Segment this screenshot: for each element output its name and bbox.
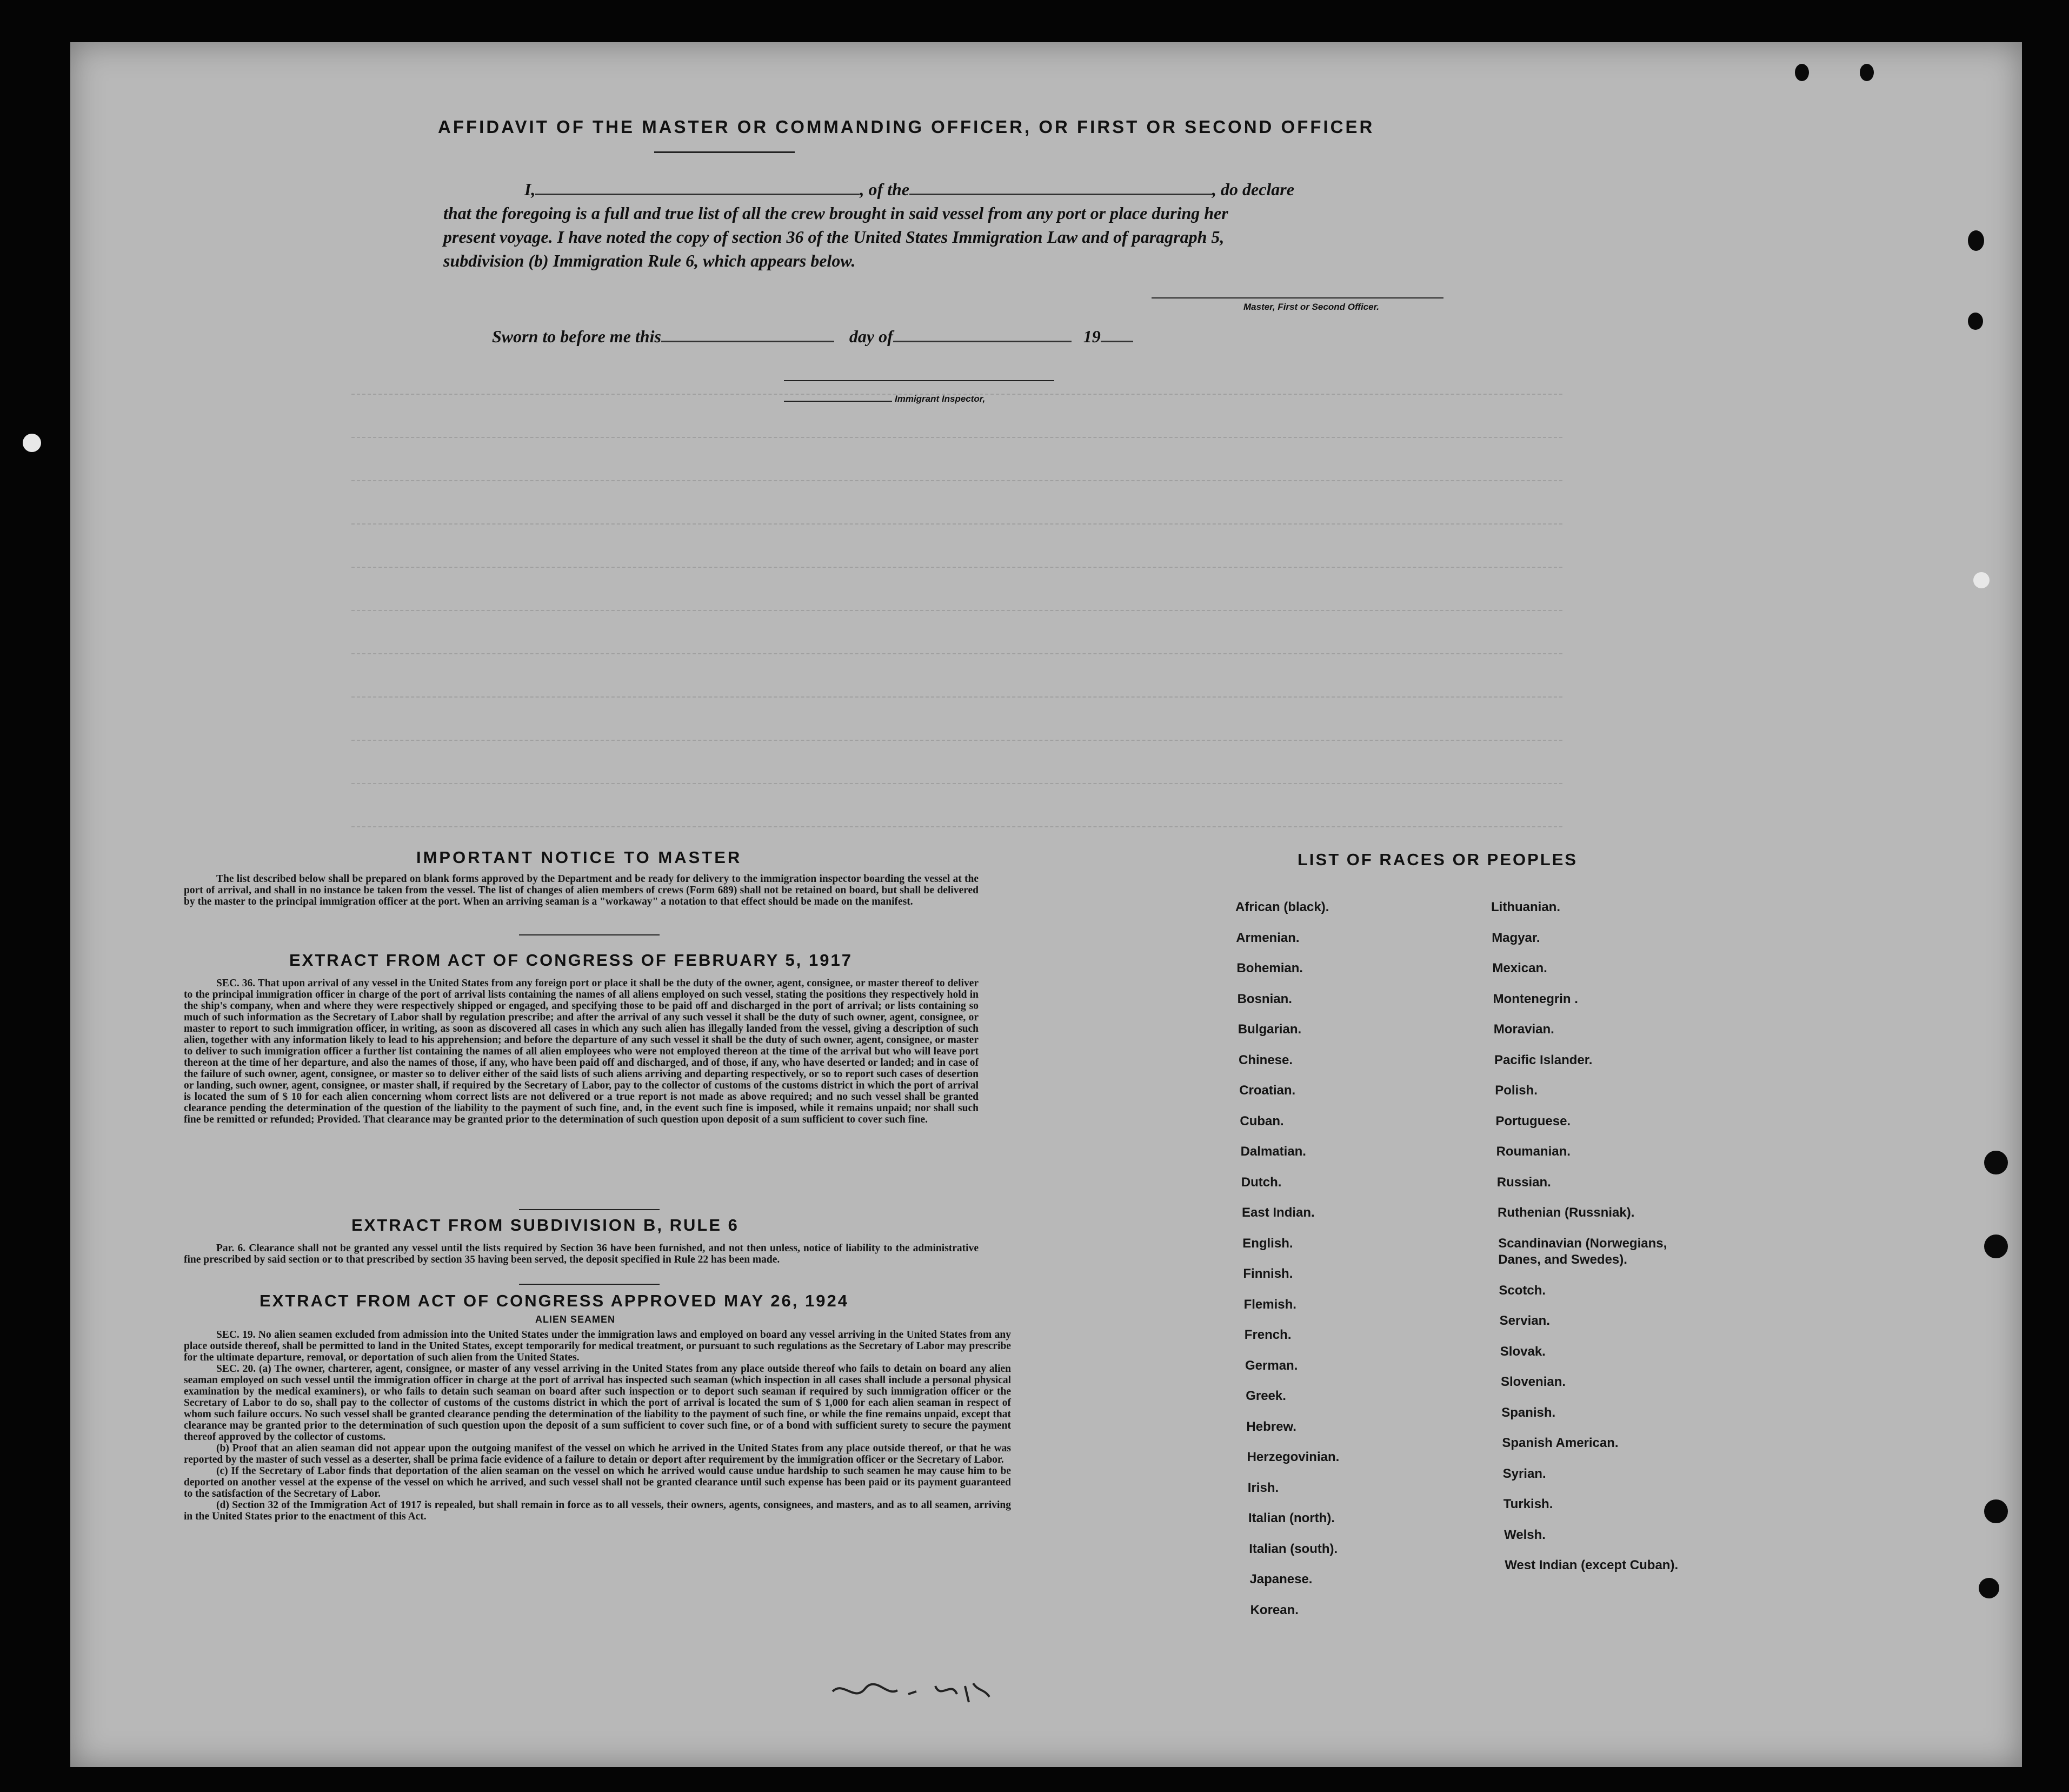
punch-hole [1973,572,1990,588]
sec20b-text: (b) Proof that an alien seaman did not appear upon the outgoing manifest of the vessel on which he arrived in the United States from any place outside thereof, or that he was reported by the master of such vessel as a deserter, shall be prima facie evidence of a failure to detain or deport after requirement by the immigration officer or the Secretary of Labor. [184,1443,1011,1465]
punch-hole [1984,1499,2008,1523]
affidavit-text-line2: present voyage. I have noted the copy of section 36 of the United States Immigration Law and of paragraph 5, [443,227,1225,247]
race-item: Slovak. [1500,1344,1546,1359]
race-item: Scandinavian (Norwegians, Danes, and Swedes). [1498,1236,1667,1267]
race-item: Spanish. [1501,1405,1556,1420]
punch-hole [1968,313,1983,330]
race-item: Italian (north). [1248,1511,1335,1525]
title-underline [654,151,795,153]
sworn-month-blank [893,341,1072,342]
affidavit-of-the: , of the [860,180,909,199]
signature-line [1152,297,1443,298]
affidavit-declaration-line [443,177,1546,201]
race-item: Bulgarian. [1238,1022,1302,1037]
sec19-text: SEC. 19. No alien seamen excluded from admission into the United States under the immigration laws and employed on board any vessel arriving in the United States from any place outside thereof, shall be permitted to land in the United States, except temporarily for medical treatment, or pursuant to such regulations as the Secretary of Labor may prescribe for the ultimate departure, removal, or deportation of such alien from the United States. [184,1329,1011,1363]
extract-1917-title: EXTRACT FROM ACT OF CONGRESS OF FEBRUARY 5, 1917 [289,951,853,970]
race-item: German. [1245,1358,1298,1373]
divider [519,1284,660,1285]
race-item: Irish. [1247,1480,1279,1495]
race-item: Russian. [1496,1174,1551,1190]
race-item: African (black). [1235,900,1329,914]
race-item: Roumanian. [1496,1144,1571,1159]
punch-hole [1984,1235,2008,1258]
sworn-prefix: Sworn to before me this [492,327,661,346]
race-item: Pacific Islander. [1494,1052,1593,1067]
race-item: Montenegrin . [1493,991,1578,1006]
vessel-blank [909,194,1212,195]
affidavit-i-label: I, [524,180,536,199]
bleed-through-row [351,567,1562,568]
race-item: Herzegovinian. [1247,1450,1340,1464]
bleed-through-row [351,610,1562,611]
race-item: Bohemian. [1236,961,1303,975]
extract-1924-title: EXTRACT FROM ACT OF CONGRESS APPROVED MAY 26, 1924 [260,1291,849,1310]
affidavit-text-line3: subdivision (b) Immigration Rule 6, which appears below. [443,251,856,270]
race-item: Dalmatian. [1240,1144,1306,1159]
race-item: Ruthenian (Russniak). [1498,1205,1635,1220]
divider [519,934,660,935]
race-item: Armenian. [1236,930,1300,945]
sworn-line [492,324,1133,348]
extract-1917-text: SEC. 36. That upon arrival of any vessel in the United States from any foreign port or place it shall be the duty of the owner, agent, consignee, or master thereof to deliver to the principal immigration officer in charge of the port of arrival lists containing the names of all aliens employed on such vessel, stating the positions they respectively hold in the ship's company, when and where they were respectively shipped or engaged, and specifying those to be paid off and discharged in the port of arrival; or lists containing so much of such information as the Secretary of Labor shall by regulation prescribe; and after the arrival of any such vessel it shall be the duty of such owner, agent, consignee, or master to report to such immigration officer, in writing, as soon as discovered all cases in which any such alien has illegally landed from the vessel, giving a description of such alien, together with any information likely to lead to his apprehension; and before the departure of any such vessel it shall be the duty of such owner, agent, consignee, or master to deliver to such immigration officer a further list containing the names of all alien employees who were not employed thereon at the time of the arrival but who will leave port thereon at the time of her departure, and also the names of those, if any, who have been paid off and discharged, and of those, if any, who have deserted or landed; and in case of the failure of such owner, agent, consignee, or master so to deliver either of the said lists of such aliens arriving and departing respectively, or so to report such cases of desertion or landing, such owner, agent, consignee, or master shall, if required by the Secretary of Labor, pay to the collector of customs of the customs district in which the port of arrival is located the sum of $ 10 for each alien concerning whom correct lists are not delivered or a true report is not made as above required; and no such vessel shall be granted clearance pending the determination of the question of the liability to the payment of such fine, and, in the event such fine is imposed, while it remains unpaid; nor shall such fine be remitted or refunded; Provided. That clearance may be granted prior to the determination of such question upon deposit of a sum sufficient to cover such fine. [184,978,979,1125]
race-item: French. [1244,1328,1292,1342]
bleed-through-row [351,437,1562,438]
race-item: Korean. [1250,1602,1299,1617]
extract-rule6-text: Par. 6. Clearance shall not be granted any vessel until the lists required by Section 36 have been furnished, and not then unless, notice of liability to the administrative fine prescribed by said section or to that prescribed by section 35 having been served, the deposit specified in Rule 22 has been made. [184,1243,979,1265]
bleed-through-row [351,826,1562,827]
sec20d-text: (d) Section 32 of the Immigration Act of 1917 is repealed, but shall remain in force as to all vessels, their owners, agents, consignees, and masters, and as to all seamen, arriving in the United States prior to the enactment of this Act. [184,1499,1011,1522]
race-item: Japanese. [1249,1572,1313,1587]
race-item: West Indian (except Cuban). [1505,1558,1679,1572]
sworn-year-blank [1101,341,1133,342]
race-item: Cuban. [1240,1113,1284,1129]
race-item: Dutch. [1241,1174,1282,1190]
day-of-label: day of [849,327,893,346]
races-title: LIST OF RACES OR PEOPLES [1298,850,1578,869]
document-page [70,42,2022,1767]
race-item: Welsh. [1504,1527,1546,1542]
race-item: English. [1242,1236,1293,1251]
affidavit-text-line1: that the foregoing is a full and true list of all the crew brought in said vessel from any port or place during her [443,203,1228,223]
race-item: Syrian. [1502,1466,1546,1481]
race-item: Portuguese. [1495,1113,1571,1129]
bleed-through-row [351,696,1562,698]
race-item: Scotch. [1499,1283,1546,1298]
inspector-line [784,401,892,402]
race-item: Mexican. [1492,961,1547,975]
notice-text: The list described below shall be prepared on blank forms approved by the Department and be ready for delivery to the immigration inspector boarding the vessel at the port of arrival, and shall in no instance be taken from the vessel. The list of changes of alien members of crews (Form 689) shall not be retained on board, but shall be delivered by the master to the principal immigration officer at the port. When an arriving seaman is a "workaway" a notation to that effect should be made on the manifest. [184,873,979,907]
punch-hole [1860,64,1874,81]
sworn-day-blank [661,341,834,342]
race-item: Bosnian. [1237,991,1292,1006]
bleed-through-row [351,480,1562,481]
race-item: Magyar. [1492,930,1540,945]
bleed-through-row [351,783,1562,784]
punch-hole [1984,1151,2008,1174]
affidavit-do-declare: , do declare [1212,180,1294,199]
inspector-line-top [784,380,1054,381]
name-blank [535,194,860,195]
race-item: Chinese. [1239,1052,1293,1067]
extract-1924-subtitle: ALIEN SEAMEN [535,1314,616,1325]
punch-hole [23,434,41,452]
race-item: Italian (south). [1249,1541,1338,1556]
race-item: Greek. [1246,1389,1286,1403]
bleed-through-row [351,523,1562,525]
inspector-label: Immigrant Inspector, [895,394,986,404]
extract-rule6-title: EXTRACT FROM SUBDIVISION B, RULE 6 [351,1216,739,1235]
handwritten-signature [827,1670,1000,1713]
race-item: Flemish. [1243,1297,1296,1312]
race-item: Spanish American. [1502,1436,1619,1450]
punch-hole [1979,1578,1999,1598]
race-item: Lithuanian. [1491,900,1560,914]
affidavit-title: AFFIDAVIT OF THE MASTER OR COMMANDING OFFICER, OR FIRST OR SECOND OFFICER [438,117,1375,137]
race-item: Slovenian. [1501,1375,1566,1389]
extract-1924-body [184,1329,1011,1522]
sec20c-text: (c) If the Secretary of Labor finds that deportation of the alien seaman on the vessel on which he arrived would cause undue hardship to such seamen he may cause him to be deported on another vessel at the expense of the vessel on which he arrived, and such vessel shall not be granted clearance until such expense has been paid or its payment guaranteed to the satisfaction of the Secretary of Labor. [184,1465,1011,1499]
punch-hole [1968,230,1984,251]
race-item: Croatian. [1239,1083,1296,1098]
race-item: Moravian. [1493,1022,1554,1037]
bleed-through-row [351,653,1562,654]
bleed-through-row [351,740,1562,741]
sec20a-text: SEC. 20. (a) The owner, charterer, agent, consignee, or master of any vessel arriving in the United States from any place outside thereof who fails to detain on board any alien seaman employed on such vessel until the immigration officer in charge at the port of arrival has inspected such seaman (which inspection in all cases shall include a personal physical examination by the medical examiners), or who fails to detain such seaman on board after such inspection or to deport such seaman if required by such immigration officer or the Secretary of Labor to do so, shall pay to the collector of customs of the customs district in which the port of arrival is located the sum of $ 1,000 for each alien seaman in respect of whom such failure occurs. No such vessel shall be granted clearance pending the determination of the liability to the payment of such fine, or while the fine remains unpaid, except that clearance may be granted prior to the determination of such question upon the deposit of a sum sufficient to cover such fine, or of a bond with sufficient surety to secure the payment thereof approved by the collector of customs. [184,1363,1011,1443]
divider [519,1209,660,1210]
notice-title: IMPORTANT NOTICE TO MASTER [416,848,742,867]
race-item: Finnish. [1243,1266,1293,1281]
punch-hole [1795,64,1809,81]
race-item: East Indian. [1242,1205,1315,1220]
race-item: Servian. [1499,1313,1550,1328]
race-item: Polish. [1495,1083,1538,1098]
race-item: Hebrew. [1246,1419,1296,1434]
race-item: Turkish. [1503,1497,1553,1511]
year-label: 19 [1083,327,1101,346]
master-label: Master, First or Second Officer. [1243,302,1379,312]
